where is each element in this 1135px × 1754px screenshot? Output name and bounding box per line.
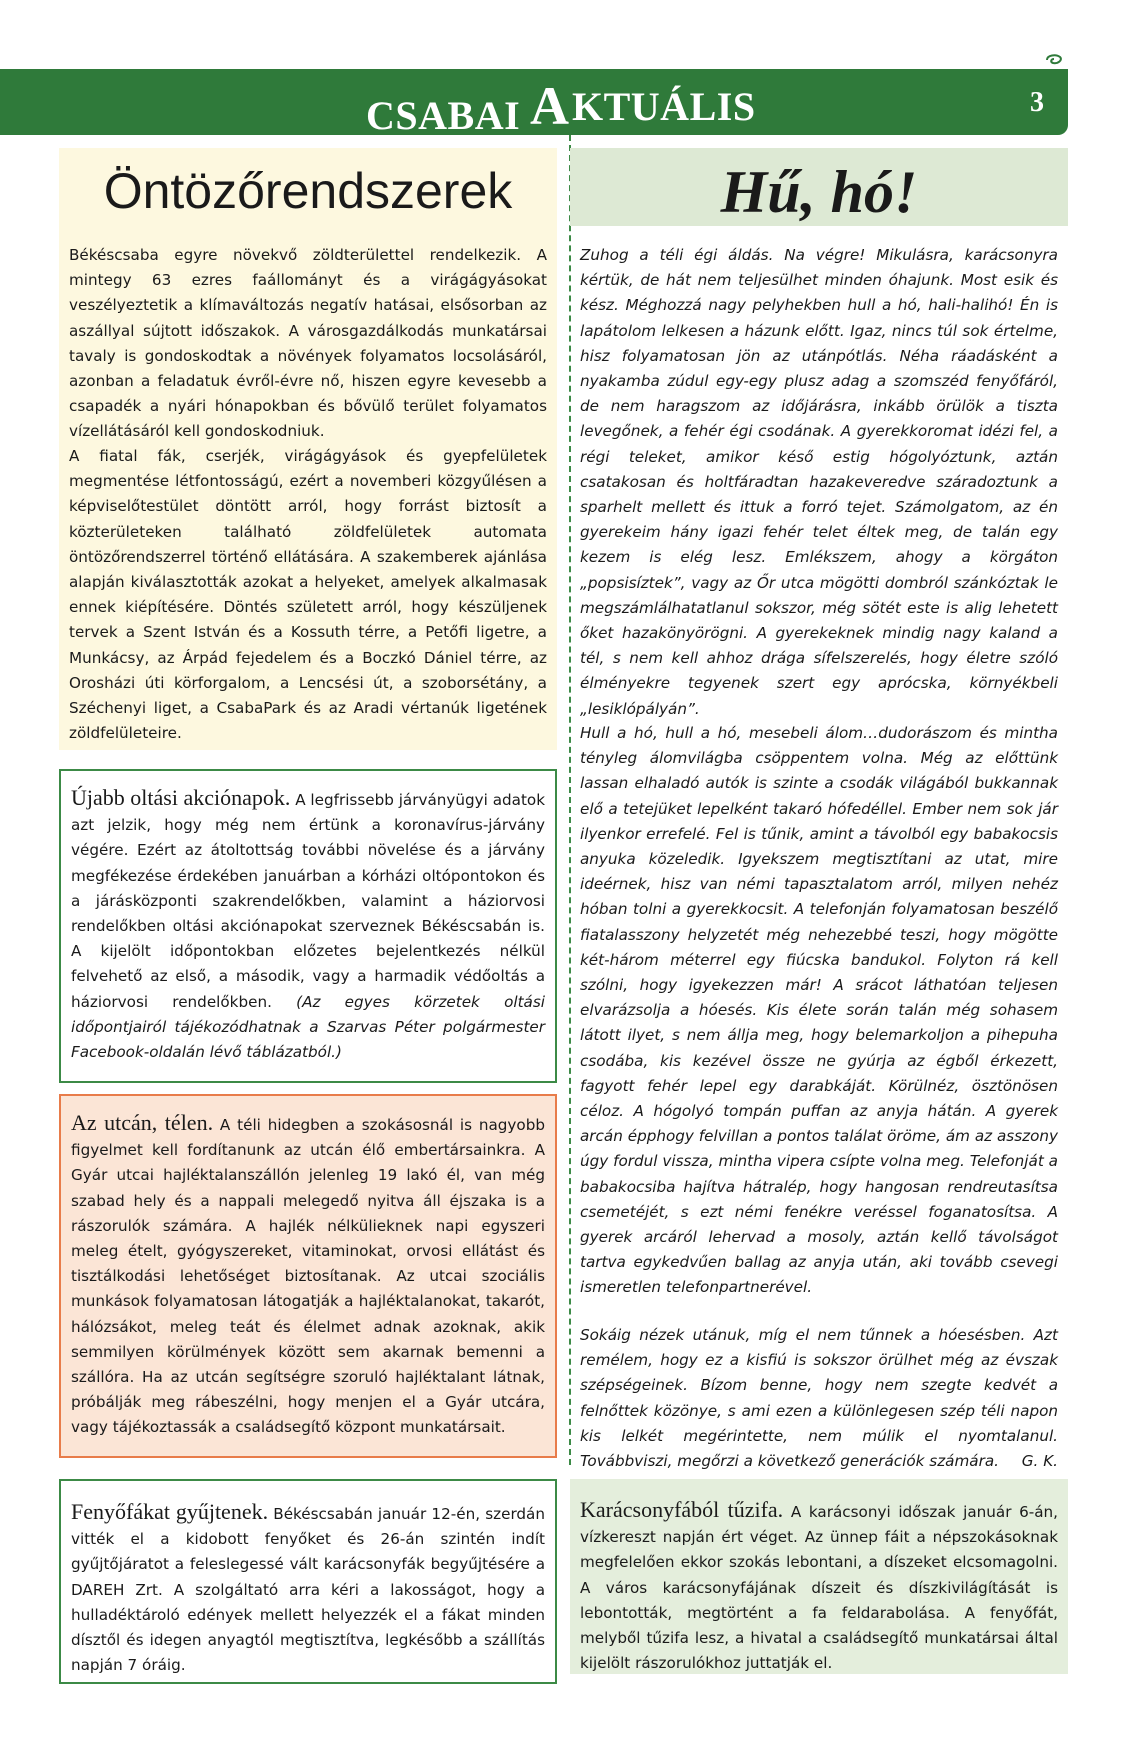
swirl-icon [1044,52,1064,68]
article-paragraph: Zuhog a téli égi áldás. Na végre! Mikulásra, karácsonyra kértük, de hát nem teljesülhet minden óhajunk. Most esik és kész. Méghozzá nagy pelyhekben hull a hó, hali-halihó! Én is lapátolom lelkesen a házunk előtt. Igaz, nincs túl sok értelme, hisz folyamatosan jön az utánpótlás. Néha ráadásként a nyakamba zúdul egy-egy plusz adag a szomszéd fenyőfáról, de nem haragszom az időjárásra, inkább örülök a tiszta levegőnek, a fehér égi csodának. A gyerekkoromat idézi fel, a régi teleket, amikor késő estig hógolyóztunk, aztán csatakosan és holtfáradtan hazakeveredve száradoztunk a sparhelt mellett és ittuk a forró tejet. Számolgatom, az én gyerekeim hány igazi fehér telet éltek meg, de talán egy kezem is elég lesz. Emlékszem, ahogy a körgáton „popsisíztek”, vagy az Őr utca mögötti dombról szánkóztak le megszámlálhatatlanul sokszor, még sötét este is alig lehetett őket hazakönyörögni. A gyerekeknek mindig nagy kaland a tél, s nem kell ahhoz drága sífelszerelés, hogy életre szóló élményekre tegyenek szert egy aprócska, környékbeli „lesiklópályán”. [580,246,1058,718]
box-lead: Újabb oltási akciónapok. [71,785,291,810]
article-paragraph: Sokáig nézek utánuk, míg el nem tűnnek a hóesésben. Azt remélem, hogy ez a kisfiú is sokszor örülhet még az évszak szépségeinek. Bízom benne, hogy nem szegte kedvét a felnőttek közönye, s ami ezen a különlegesen szép téli napon kis lelkét megérintette, nem múlik el nyomtalanul. Továbbviszi, megőrzi a következő generációk számára. G. K. [580,1323,1058,1474]
box-lead: Az utcán, télen. [71,1110,214,1135]
box-karacsonyfabol-tuzifa [570,1479,1068,1674]
box-text: Az utcán, télen. A téli hidegben a szokásosnál is nagyobb figyelmet kell fordítanunk az utcán élő embertársainkra. A Gyár utcai hajléktalanszállón jelenleg 19 lakó él, van még szabad hely és a nappali melegedő nyitva áll éjszaka is a rászorulók számára. A hajlék nélkülieknek napi egyszeri meleg ételt, gyógyszereket, vitaminokat, orvosi ellátást és tisztálkodási lehetőséget biztosítanak. Az utcai szociális munkások folyamatosan látogatják a hajléktalanokat, takarót, hálózsákot, meleg teát és élelmet adnak azoknak, akik semmilyen körülmények között sem akarnak bemenni a szállóra. Ha az utcán segítségre szoruló hajléktalant látnak, próbálják meg rábeszélni, hogy menjen el a Gyár utcára, vagy tájékoztassák a családsegítő központ munkatársait. [71,1110,545,1437]
box-text: Karácsonyfából tűzifa. A karácsonyi időszak január 6-án, vízkereszt napján ért véget. Az ünnep fáit a népszokásoknak megfelelően ekkor szokás lebontani, a díszeket elcsomagolni. A város karácsonyfájának díszeit és díszkivilágítását is lebontották, megtörtént a fa feldarabolása. A fenyőfát, melyből tűzifa lesz, a hivatal a családsegítő munkatársai által kijelölt rászorulókhoz juttatják el. [580,1497,1058,1673]
heading-box [570,148,1068,226]
box-text: Újabb oltási akciónapok. A legfrissebb járványügyi adatok azt jelzik, hogy még nem értünk a koronavírus-járvány végére. Ezért az átoltottság további növelése és a járvány megfékezése érdekében januárban a kórházi oltópontokon és a járásközponti szakrendelőkben, valamint a háziorvosi rendelőkben oltási akciónapokat szerveznek Békéscsabán is. A kijelölt időpontokban előzetes bejelentkezés nélkül felvehető az első, a második, vagy a harmadik védőoltás a háziorvosi rendelőkben. (Az egyes körzetek oltási időpontjairól tájékozódhatnak a Szarvas Péter polgármester Facebook-oldalán lévő táblázatból.) [71,785,545,1062]
box-lead: Fenyőfákat gyűjtenek. [71,1499,269,1524]
box-oltasi-akcionapok [59,769,557,1083]
article-paragraph: A fiatal fák, cserjék, virágágyások és gyepfelületek megmentése létfontosságú, ezért a novemberi közgyűlésen a képviselőtestület döntött arról, hogy forrást biztosít a közterületeken található zöldfelületek automata öntözőrendszerrel történő ellátására. A szakemberek ajánlása alapján kiválasztották azokat a helyeket, amelyek alkalmasak ennek kiépítésére. Döntés született arról, hogy készüljenek tervek a Szent István és a Kossuth térre, a Petőfi ligetre, a Munkácsy, az Árpád fejedelem és a Boczkó Dániel térre, az Orosházi úti körforgalom, a Lencsési út, a szoborsétány, a Széchenyi liget, a CsabaPark és az Aradi vértanúk ligetének zöldfelületeire. [69,447,547,743]
article-ontozorendszerek [59,148,557,750]
article-heading: Hű, hó! [720,159,918,225]
article-paragraph: Békéscsaba egyre növekvő zöldterülettel rendelkezik. A mintegy 63 ezres faállományt és a virágágyásokat veszélyeztetik a klímaváltozás negatív hatásai, elsősorban az aszállyal sújtott időszakok. A városgazdálkodás munkatársai tavaly is gondoskodtak a növények folyamatos locsolásáról, azonban a feladatuk évről-évre nő, hiszen egyre kevesebb a csapadék a nyári hónapokban és bővülő terület folyamatos vízellátásáról kell gondoskodniuk. [69,246,547,441]
article-hu-ho [570,148,1068,1478]
box-fenyofakat-gyujtenek [59,1479,557,1684]
box-lead: Karácsonyfából tűzifa. [580,1497,784,1522]
box-az-utcan-telen [59,1094,557,1458]
article-heading: Öntözőrendszerek [103,163,513,219]
box-text: Fenyőfákat gyűjtenek. Békéscsabán január 12-én, szerdán vitték el a kidobott fenyőket és 26-án szintén indít gyűjtőjáratot a feleslegessé vált karácsonyfák begyűjtésére a DAREH Zrt. A szolgáltató arra kéri a lakosságot, hogy a hulladéktároló edények mellett helyezzék el a fákat minden dísztől és idegen anyagtól megtisztítva, legkésőbb a szállítás napján 7 óráig. [71,1499,545,1675]
article-paragraph: Hull a hó, hull a hó, mesebeli álom…dudorászom és mintha tényleg álomvilágba csöppentem volna. Még az előttünk lassan elhaladó autók is szinte a csodák világából bukkannak elő a tetejüket lepelként takaró hófedéllel. Ember nem sok jár ilyenkor errefelé. Fel is tűnik, amint a távolból egy babakocsis anyuka közeledik. Igyekszem megtisztítani az utat, mire ideérnek, hisz van némi tapasztalatom arról, milyen nehéz hóban tolni a gyerekkocsit. A telefonján folyamatosan beszélő fiatalasszony helyzetét még nehezebbé teszi, hogy mögötte két-három méterrel egy fiúcska bandukol. Folyton rá kell szólni, hogy igyekezzen már! A srácot láthatóan teljesen elvarázsolja a hóesés. Kis élete során talán még sohasem látott ilyet, s nem állja meg, hogy belemarkoljon a pihepuha csodába, kis kezével össze ne gyúrja az égből érkezett, fagyott fehér lepel egy darabkáját. Körülnéz, ösztönösen céloz. A hógolyó tompán puffan az anyja hátán. A gyerek arcán épphogy felvillan a pontos találat öröme, ám az asszony úgy fordul vissza, mintha vipera csípte volna meg. Telefonját a babakocsiba hajítva hátralép, hogy hangosan rendreutasítsa csemetéjét, s ezt némi fenékre veréssel foganatosítsa. A gyerek arcáról lehervad a mosoly, aztán kellő távolságot tartva egykedvűen ballag az anyja után, aki tovább csevegi ismeretlen telefonpartnerével. [580,724,1058,1297]
signature: G. K. [1021,1452,1058,1471]
page-number: 3 [1030,87,1044,118]
